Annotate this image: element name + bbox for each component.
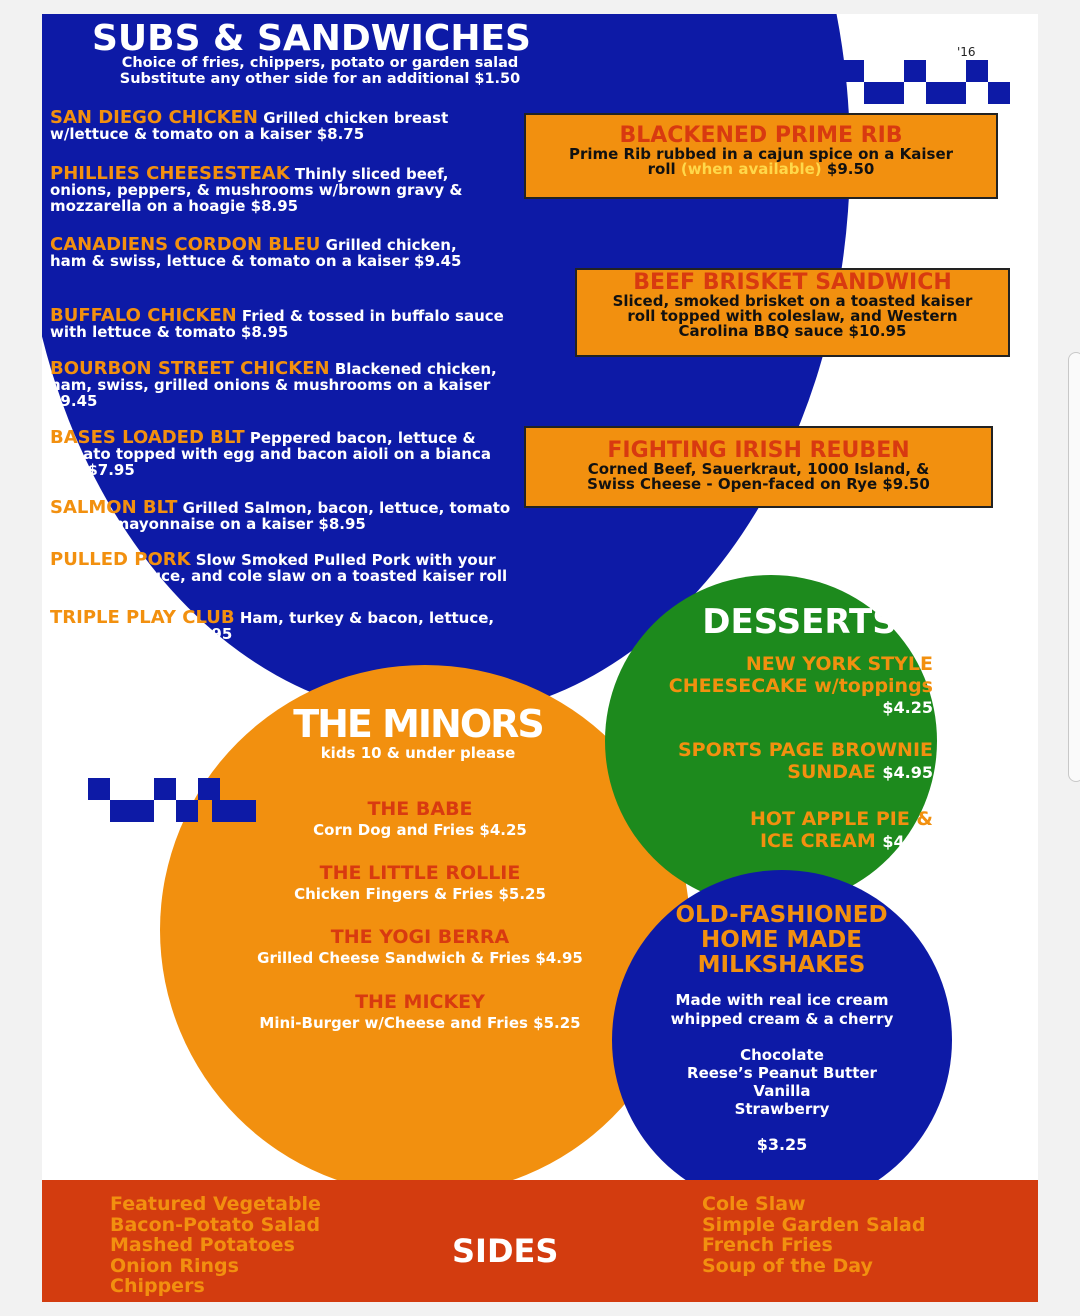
side-item: Soup of the Day — [702, 1254, 873, 1277]
side-item: French Fries — [702, 1234, 833, 1256]
menu-item-name: CANADIENS CORDON BLEU — [50, 234, 321, 255]
milkshakes-title-line2: HOME MADE — [701, 927, 862, 953]
side-item: Onion Rings — [110, 1254, 239, 1277]
menu-item-desc: Blackened chicken, ham, swiss, grilled onions & mushrooms on a kaiser $9.45 — [50, 360, 497, 410]
flavor-item: Strawberry — [734, 1100, 830, 1118]
special-title: BEEF BRISKET SANDWICH — [633, 270, 952, 295]
special-prime-rib — [524, 113, 998, 199]
menu-item — [50, 107, 500, 143]
kids-item-desc: Grilled Cheese Sandwich & Fries $4.95 — [257, 949, 583, 967]
special-price: $9.50 — [826, 160, 875, 178]
menu-item-desc: Peppered bacon, lettuce & tomato topped with egg and bacon aioli on a bianca bun $7.95 — [50, 429, 491, 479]
section-title-desserts: DESSERTS — [702, 602, 897, 642]
flavor-item: Reese’s Peanut Butter — [687, 1064, 877, 1082]
dessert-name-line1: HOT APPLE PIE & — [749, 808, 933, 830]
menu-item — [50, 427, 500, 479]
menu-item-name: SALMON BLT — [50, 497, 178, 518]
checker-pattern-top — [842, 60, 1010, 104]
special-title: FIGHTING IRISH REUBEN — [607, 438, 910, 463]
dessert-name-line2: CHEESECAKE w/toppings — [668, 675, 933, 697]
side-item: Cole Slaw — [702, 1193, 806, 1215]
menu-item-name: BOURBON STREET CHICKEN — [50, 358, 330, 379]
kids-item-desc: Mini-Burger w/Cheese and Fries $5.25 — [259, 1014, 581, 1032]
special-reuben — [524, 426, 993, 508]
dessert-name-line2 — [750, 830, 933, 853]
menu-item-name: PULLED PORK — [50, 549, 191, 570]
dessert-name: ICE CREAM — [759, 830, 876, 852]
kids-item-name: THE LITTLE ROLLIE — [319, 862, 521, 884]
menu-item-desc: Grilled Salmon, bacon, lettuce, tomato & basil mayonnaise on a kaiser $8.95 — [50, 499, 511, 533]
menu-item — [50, 305, 530, 341]
kids-item-name: THE MICKEY — [355, 991, 485, 1013]
flavor-item: Chocolate — [740, 1046, 824, 1064]
menu-item-desc: Fried & tossed in buffalo sauce with lettuce & tomato $8.95 — [50, 307, 504, 341]
kids-item — [220, 926, 620, 968]
special-desc-line2 — [526, 162, 996, 177]
special-desc-line1: Prime Rib rubbed in a cajun spice on a Kaiser — [568, 145, 954, 163]
kids-item — [220, 991, 620, 1033]
dessert-price: $4.95 — [882, 763, 933, 782]
side-item: Chippers — [110, 1275, 205, 1297]
menu-item — [50, 607, 500, 643]
menu-item-desc: Ham, turkey & bacon, lettuce, tomato & mayo $8.95 — [50, 609, 495, 643]
special-desc-roll: roll — [647, 160, 676, 178]
kids-item-name: THE YOGI BERRA — [330, 926, 510, 948]
menu-item — [50, 234, 480, 270]
menu-item-name: BASES LOADED BLT — [50, 427, 245, 448]
kids-item-desc: Corn Dog and Fries $4.25 — [313, 821, 527, 839]
year-label: '16 — [957, 45, 976, 59]
menu-item-desc: Slow Smoked Pulled Pork with your choice of sauce, and cole slaw on a toasted kaiser roll $8.95 — [50, 551, 508, 601]
kids-item — [220, 862, 620, 904]
section-title-milkshakes — [644, 903, 919, 978]
milkshakes-title-line3: MILKSHAKES — [697, 952, 866, 978]
dessert-price: $4.25 — [882, 698, 933, 717]
special-desc-line1: Sliced, smoked brisket on a toasted kaiser — [612, 292, 973, 310]
dessert-name-line1: NEW YORK STYLE — [745, 653, 933, 675]
kids-item-name: THE BABE — [367, 798, 473, 820]
menu-item — [50, 549, 530, 601]
menu-item-desc: Grilled chicken, ham & swiss, lettuce & tomato on a kaiser $9.45 — [50, 236, 462, 270]
milkshake-price: $3.25 — [756, 1135, 808, 1154]
dessert-name-line2 — [678, 761, 933, 784]
milkshakes-title-line1: OLD-FASHIONED — [675, 902, 888, 928]
section-title-minors: THE MINORS — [293, 702, 543, 746]
page-scrollbar[interactable] — [1068, 352, 1080, 782]
dessert-name: SUNDAE — [787, 761, 876, 783]
special-desc-line3: Carolina BBQ sauce $10.95 — [678, 322, 907, 340]
menu-item-name: PHILLIES CHEESESTEAK — [50, 163, 290, 184]
menu-item-desc: Thinly sliced beef, onions, peppers, & mushrooms w/brown gravy & mozzarella on a hoagie $8.95 — [50, 165, 463, 215]
dessert-item — [669, 653, 933, 719]
special-availability: (when available) — [680, 160, 822, 178]
side-item: Bacon-Potato Salad — [110, 1213, 321, 1236]
milkshakes-desc-line2: whipped cream & a cherry — [670, 1010, 894, 1028]
dessert-price: $4.25 — [882, 832, 933, 851]
special-title: BLACKENED PRIME RIB — [619, 123, 903, 148]
section-title-subs: SUBS & SANDWICHES — [92, 18, 531, 59]
dessert-item — [678, 739, 933, 784]
special-desc-line2: roll topped with coleslaw, and Western — [627, 307, 958, 325]
flavor-item: Vanilla — [753, 1082, 811, 1100]
special-desc-line2: Swiss Cheese - Open-faced on Rye $9.50 — [587, 475, 930, 493]
side-item: Simple Garden Salad — [702, 1213, 926, 1236]
sides-note-line2: Substitute any other side for an additional $1.50 — [119, 71, 521, 87]
sides-list-left — [110, 1194, 321, 1297]
kids-item-desc: Chicken Fingers & Fries $5.25 — [294, 885, 546, 903]
special-brisket — [575, 268, 1010, 357]
dessert-name-line1: SPORTS PAGE BROWNIE — [677, 739, 933, 761]
milkshakes-desc-line1: Made with real ice cream — [675, 991, 889, 1009]
menu-item — [50, 497, 520, 533]
menu-page — [42, 14, 1038, 1302]
milkshake-flavor-list — [652, 1046, 912, 1118]
special-desc-line1: Corned Beef, Sauerkraut, 1000 Island, & — [587, 460, 930, 478]
menu-item — [50, 358, 540, 410]
sides-note-line1: Choice of fries, chippers, potato or garden salad — [121, 55, 519, 71]
menu-item-name: SAN DIEGO CHICKEN — [50, 107, 258, 128]
menu-item-desc: Grilled chicken breast w/lettuce & tomato on a kaiser $8.75 — [50, 109, 449, 143]
menu-item — [50, 163, 500, 215]
side-item: Mashed Potatoes — [110, 1234, 295, 1256]
milkshakes-description — [632, 991, 932, 1029]
menu-item-name: TRIPLE PLAY CLUB — [50, 607, 235, 628]
sides-note — [110, 55, 530, 87]
kids-item — [220, 798, 620, 840]
menu-item-name: BUFFALO CHICKEN — [50, 305, 237, 326]
sides-list-right — [702, 1194, 925, 1276]
minors-subtitle: kids 10 & under please — [320, 744, 516, 762]
section-title-sides: SIDES — [452, 1232, 559, 1270]
dessert-item — [750, 808, 933, 853]
side-item: Featured Vegetable — [110, 1193, 321, 1215]
